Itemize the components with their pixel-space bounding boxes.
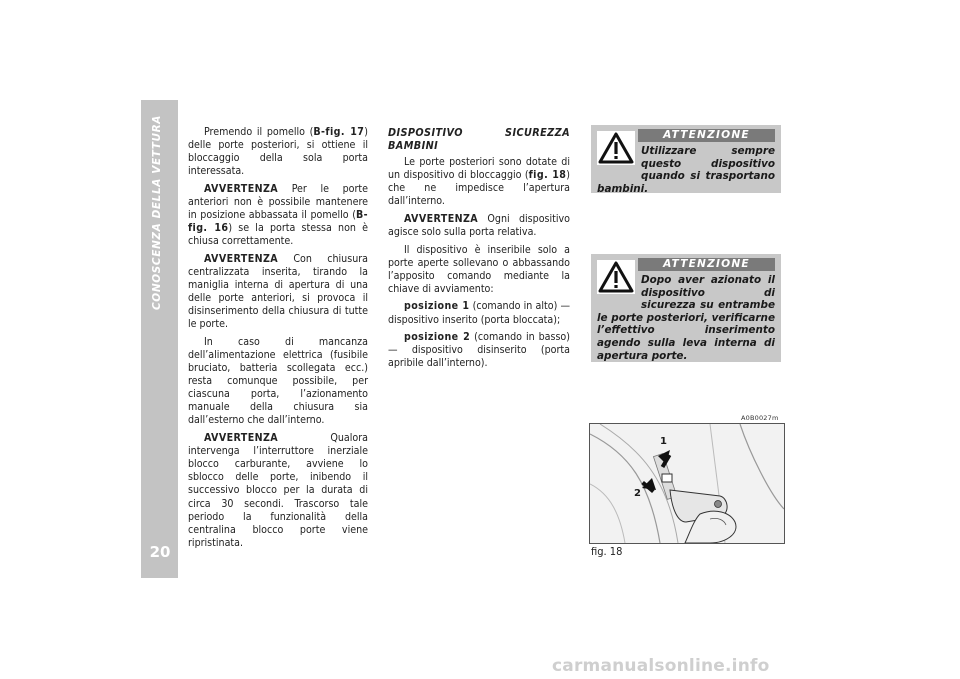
warning-header: ATTENZIONE [638, 129, 775, 142]
position-label: posizione 2 [404, 331, 471, 344]
text-column-middle [388, 126, 570, 375]
figure-code: A0B0027m [741, 414, 779, 422]
section-heading: DISPOSITIVO SICUREZZA BAMBINI [388, 126, 570, 152]
warning-text: Dopo aver azionato il dispositivo di sicurezza su entrambe le porte posteriori, verificarne l’effettivo inserimento agendo sulla leva interna di apertura porte. [597, 274, 775, 362]
figure-caption: fig. 18 [591, 545, 623, 558]
paragraph: posizione 1 (comando in alto) — dispositivo inserito (porta bloccata); [388, 300, 570, 326]
door-lock-illustration [590, 424, 784, 543]
paragraph: Premendo il pomello (B-fig. 17) delle porte posteriori, si ottiene il bloccaggio della sola porta interessata. [188, 126, 369, 178]
figure-reference: B-fig. 17 [313, 126, 365, 138]
warning-box [591, 125, 781, 193]
warning-label: AVVERTENZA [204, 432, 279, 445]
figure-reference: fig. 18 [528, 169, 567, 182]
warning-text: Utilizzare sempre questo dispositivo quando si trasportano bambini. [597, 145, 775, 195]
warning-header: ATTENZIONE [638, 258, 775, 271]
paragraph: AVVERTENZA Con chiusura centralizzata inserita, tirando la maniglia interna di apertura di una delle porte anteriori, si provoca il disinserimento della chiusura di tutte le porte. [188, 252, 368, 331]
paragraph: Le porte posteriori sono dotate di un dispositivo di bloccaggio (fig. 18) che ne impedisce l’apertura dall’interno. [388, 156, 570, 208]
paragraph: AVVERTENZA Per le porte anteriori non è possibile mantenere in posizione abbassata il pomello (B-fig. 16) se la porta stessa non è chiusa correttamente. [188, 182, 368, 248]
paragraph: posizione 2 (comando in basso) — dispositivo disinserito (porta apribile dall’interno). [388, 331, 570, 370]
position-label: posizione 1 [404, 300, 470, 313]
position-2-label: 2 [634, 488, 641, 499]
warning-label: AVVERTENZA [204, 252, 279, 265]
warning-label: AVVERTENZA [204, 182, 279, 195]
paragraph: AVVERTENZA Ogni dispositivo agisce solo sulla porta relativa. [388, 212, 570, 238]
section-title: CONOSCENZA DELLA VETTURA [151, 114, 163, 310]
position-1-label: 1 [660, 436, 667, 447]
text-column-left [188, 126, 368, 554]
figure-illustration [589, 423, 785, 544]
warning-box [591, 254, 781, 362]
warning-label: AVVERTENZA [404, 212, 479, 225]
paragraph: Il dispositivo è inseribile solo a porte aperte sollevano o abbassando l’apposito comando mediante la chiave di avviamento: [388, 243, 570, 295]
page-number: 20 [149, 543, 171, 561]
watermark: carmanualsonline.info [552, 656, 770, 676]
paragraph: AVVERTENZA Qualora intervenga l’interruttore inerziale blocco carburante, avviene lo sblocco delle porte, inibendo il successivo blocco per la durata di circa 30 secondi. Trascorso tale periodo la funzionalità della centralina blocco porte viene ripristinata. [188, 432, 368, 549]
figure-reference: B-fig. 16 [188, 209, 368, 235]
paragraph: In caso di mancanza dell’alimentazione elettrica (fusibile bruciato, batteria scollegata ecc.) resta comunque possibile, per ciascuna porta, l’azionamento manuale della chiusura sia dall’esterno che dall’interno. [188, 335, 368, 427]
